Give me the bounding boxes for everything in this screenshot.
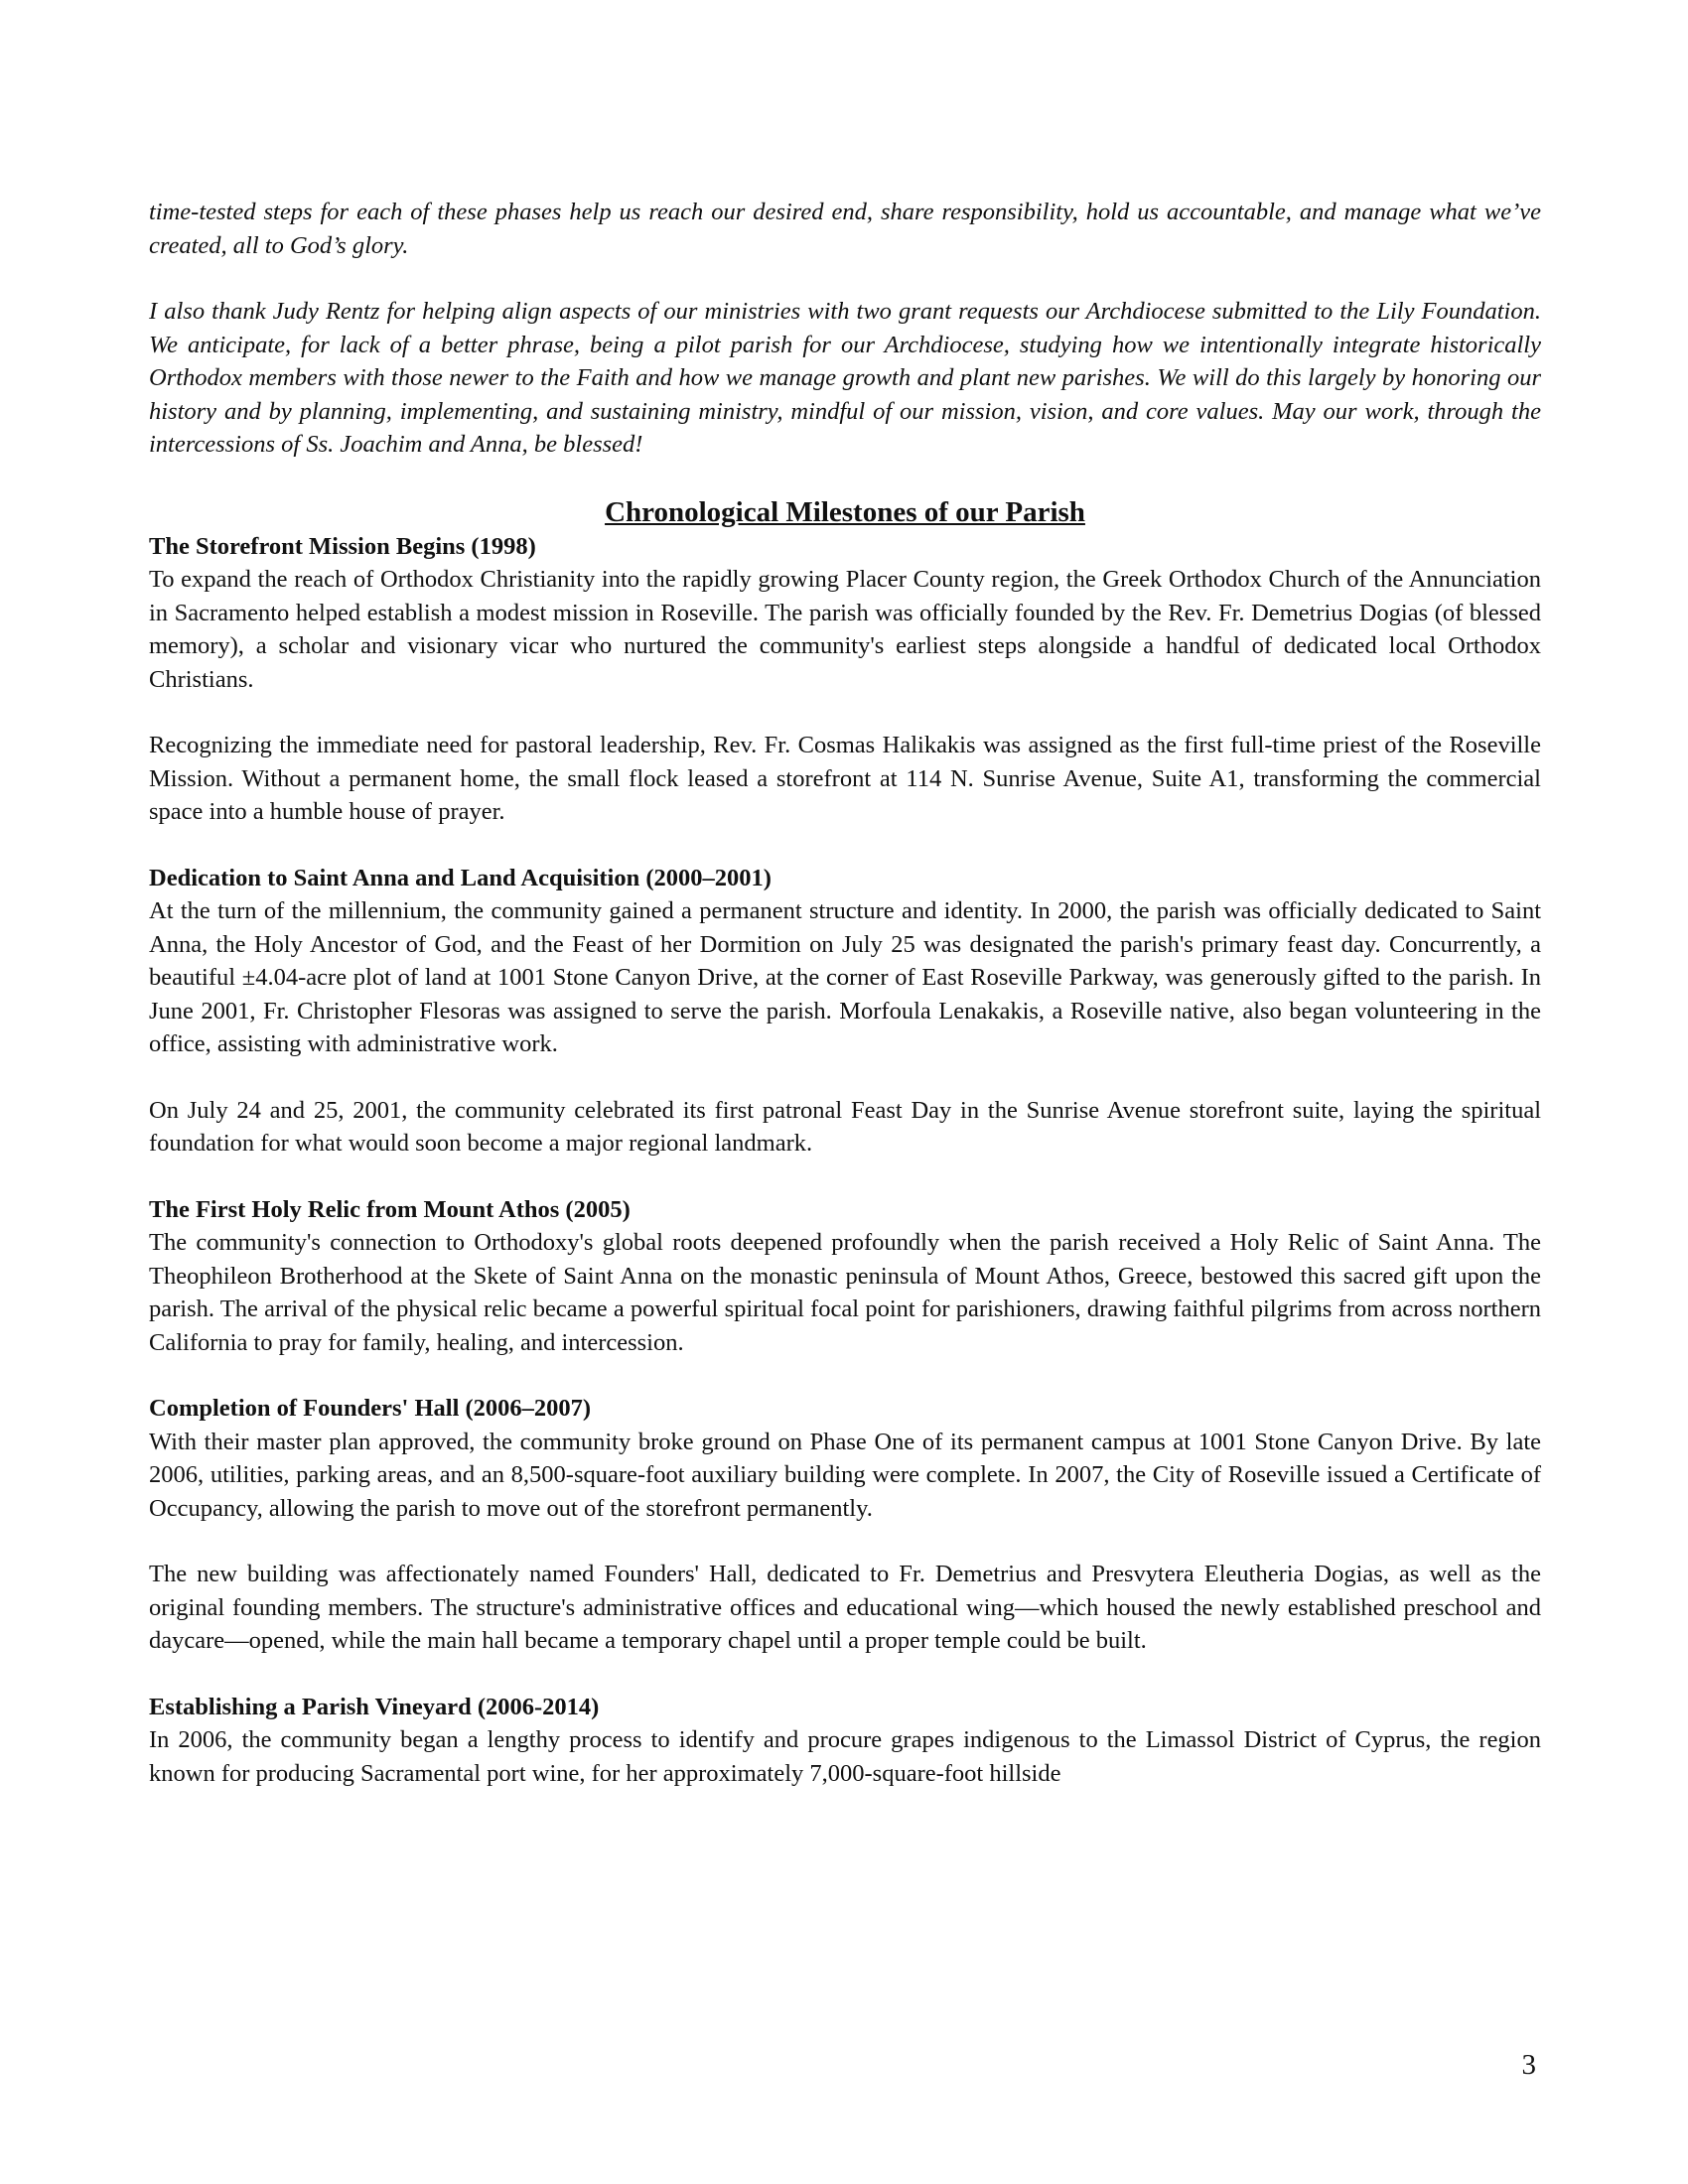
- page-title: Chronological Milestones of our Parish: [605, 495, 1085, 528]
- section-paragraph: With their master plan approved, the community broke ground on Phase One of its permanent campus at 1001 Stone Canyon Drive. By late 2006, utilities, parking areas, and an 8,500-square-foot auxiliary building were complete. In 2007, the City of Roseville issued a Certificate of Occupancy, allowing the parish to move out of the storefront permanently.: [149, 1428, 1541, 1522]
- intro-paragraph-2: I also thank Judy Rentz for helping align aspects of our ministries with two grant requests our Archdiocese submitted to the Lily Foundation. We anticipate, for lack of a better phrase, being a pilot parish for our Archdiocese, studying how we intentionally integrate historically Orthodox members with those newer to the Faith and how we manage growth and plant new parishes. We will do this largely by honoring our history and by planning, implementing, and sustaining ministry, mindful of our mission, vision, and core values. May our work, through the intercessions of Ss. Joachim and Anna, be blessed!: [149, 298, 1541, 458]
- section-heading: The First Holy Relic from Mount Athos (2005): [149, 1195, 631, 1223]
- section-paragraph: Recognizing the immediate need for pastoral leadership, Rev. Fr. Cosmas Halikakis was assigned as the first full-time priest of the Roseville Mission. Without a permanent home, the small flock leased a storefront at 114 N. Sunrise Avenue, Suite A1, transforming the commercial space into a humble house of prayer.: [149, 732, 1541, 825]
- section-heading: The Storefront Mission Begins (1998): [149, 532, 536, 560]
- section-paragraph: On July 24 and 25, 2001, the community celebrated its first patronal Feast Day in the Sunrise Avenue storefront suite, laying the spiritual foundation for what would soon become a major regional landmark.: [149, 1096, 1541, 1157]
- section-heading: Completion of Founders' Hall (2006–2007): [149, 1395, 592, 1422]
- intro-paragraph-1: time-tested steps for each of these phases help us reach our desired end, share responsibility, hold us accountable, and manage what we’ve created, all to God’s glory.: [149, 199, 1541, 259]
- section-paragraph: The new building was affectionately named Founders' Hall, dedicated to Fr. Demetrius and Presvytera Eleutheria Dogias, as well as the original founding members. The structure's administrative offices and educational wing—which housed the newly established preschool and daycare—opened, while the main hall became a temporary chapel until a proper temple could be built.: [149, 1561, 1541, 1654]
- section-paragraph: The community's connection to Orthodoxy's global roots deepened profoundly when the parish received a Holy Relic of Saint Anna. The Theophileon Brotherhood at the Skete of Saint Anna on the monastic peninsula of Mount Athos, Greece, bestowed this sacred gift upon the parish. The arrival of the physical relic became a powerful spiritual focal point for parishioners, drawing faithful pilgrims from across northern California to pray for family, healing, and intercession.: [149, 1229, 1541, 1356]
- section-paragraph: To expand the reach of Orthodox Christianity into the rapidly growing Placer County region, the Greek Orthodox Church of the Annunciation in Sacramento helped establish a modest mission in Roseville. The parish was officially founded by the Rev. Fr. Demetrius Dogias (of blessed memory), a scholar and visionary vicar who nurtured the community's earliest steps alongside a handful of dedicated local Orthodox Christians.: [149, 566, 1541, 693]
- section-paragraph: In 2006, the community began a lengthy process to identify and procure grapes indigenous to the Limassol District of Cyprus, the region known for producing Sacramental port wine, for her approximately 7,000-square-foot hillside: [149, 1726, 1541, 1787]
- section-heading: Dedication to Saint Anna and Land Acquisition (2000–2001): [149, 864, 772, 891]
- page-number: 3: [1521, 2049, 1536, 2081]
- section-heading: Establishing a Parish Vineyard (2006-2014): [149, 1693, 600, 1720]
- section-paragraph: At the turn of the millennium, the community gained a permanent structure and identity. In 2000, the parish was officially dedicated to Saint Anna, the Holy Ancestor of God, and the Feast of her Dormition on July 25 was designated the parish's primary feast day. Concurrently, a beautiful ±4.04-acre plot of land at 1001 Stone Canyon Drive, at the corner of East Roseville Parkway, was generously gifted to the parish. In June 2001, Fr. Christopher Flesoras was assigned to serve the parish. Morfoula Lenakakis, a Roseville native, also began volunteering in the office, assisting with administrative work.: [149, 897, 1541, 1057]
- document-page: [149, 196, 1541, 1790]
